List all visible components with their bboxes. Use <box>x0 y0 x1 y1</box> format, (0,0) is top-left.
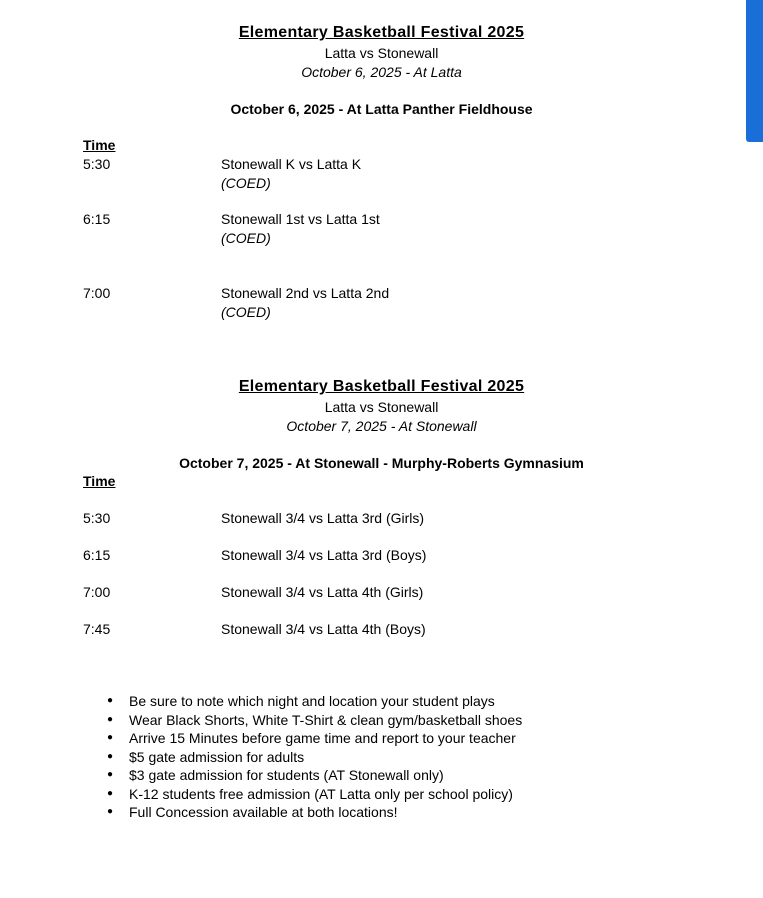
day1-game3-matchup: Stonewall 2nd vs Latta 2nd <box>221 285 390 301</box>
day2-game4-matchup: Stonewall 3/4 vs Latta 4th (Boys) <box>221 621 426 637</box>
list-item: ● Wear Black Shorts, White T-Shirt & clean gym/basketball shoes <box>129 711 522 730</box>
list-item: ● Arrive 15 Minutes before game time and report to your teacher <box>129 729 522 748</box>
day1-title: Elementary Basketball Festival 2025 <box>238 24 525 41</box>
day1-game2-time: 6:15 <box>83 211 111 227</box>
day1-game1-time: 5:30 <box>83 156 111 172</box>
list-item: ● Be sure to note which night and location your student plays <box>129 692 522 711</box>
day1-matchup: Latta vs Stonewall <box>324 45 439 61</box>
day1-game2-matchup: Stonewall 1st vs Latta 1st <box>221 211 380 227</box>
list-item: ● $5 gate admission for adults <box>129 748 522 767</box>
day2-game1-matchup: Stonewall 3/4 vs Latta 3rd (Girls) <box>221 510 425 526</box>
day2-game1-time: 5:30 <box>83 510 111 526</box>
day2-time-header: Time <box>83 473 116 489</box>
day2-matchup: Latta vs Stonewall <box>324 399 439 415</box>
day1-date-line: October 6, 2025 - At Latta <box>301 64 462 80</box>
list-item: ● K-12 students free admission (AT Latta only per school policy) <box>129 785 522 804</box>
day2-game2-time: 6:15 <box>83 547 111 563</box>
day1-game3-time: 7:00 <box>83 285 111 301</box>
notes-list <box>100 692 522 822</box>
day2-game2-matchup: Stonewall 3/4 vs Latta 3rd (Boys) <box>221 547 427 563</box>
day1-venue: October 6, 2025 - At Latta Panther Fieldhouse <box>230 101 533 117</box>
day1-game2-note: (COED) <box>221 230 271 246</box>
day1-time-header: Time <box>83 137 116 153</box>
day1-game1-note: (COED) <box>221 175 271 191</box>
day2-date-line: October 7, 2025 - At Stonewall <box>286 418 477 434</box>
day2-title: Elementary Basketball Festival 2025 <box>238 378 525 395</box>
list-item: ● $3 gate admission for students (AT Stonewall only) <box>129 766 522 785</box>
day2-game4-time: 7:45 <box>83 621 111 637</box>
day2-game3-time: 7:00 <box>83 584 111 600</box>
day1-game3-note: (COED) <box>221 304 271 320</box>
day2-game3-matchup: Stonewall 3/4 vs Latta 4th (Girls) <box>221 584 424 600</box>
list-item: ● Full Concession available at both locations! <box>129 803 522 822</box>
day1-game1-matchup: Stonewall K vs Latta K <box>221 156 362 172</box>
day2-venue: October 7, 2025 - At Stonewall - Murphy-Roberts Gymnasium <box>179 455 584 471</box>
